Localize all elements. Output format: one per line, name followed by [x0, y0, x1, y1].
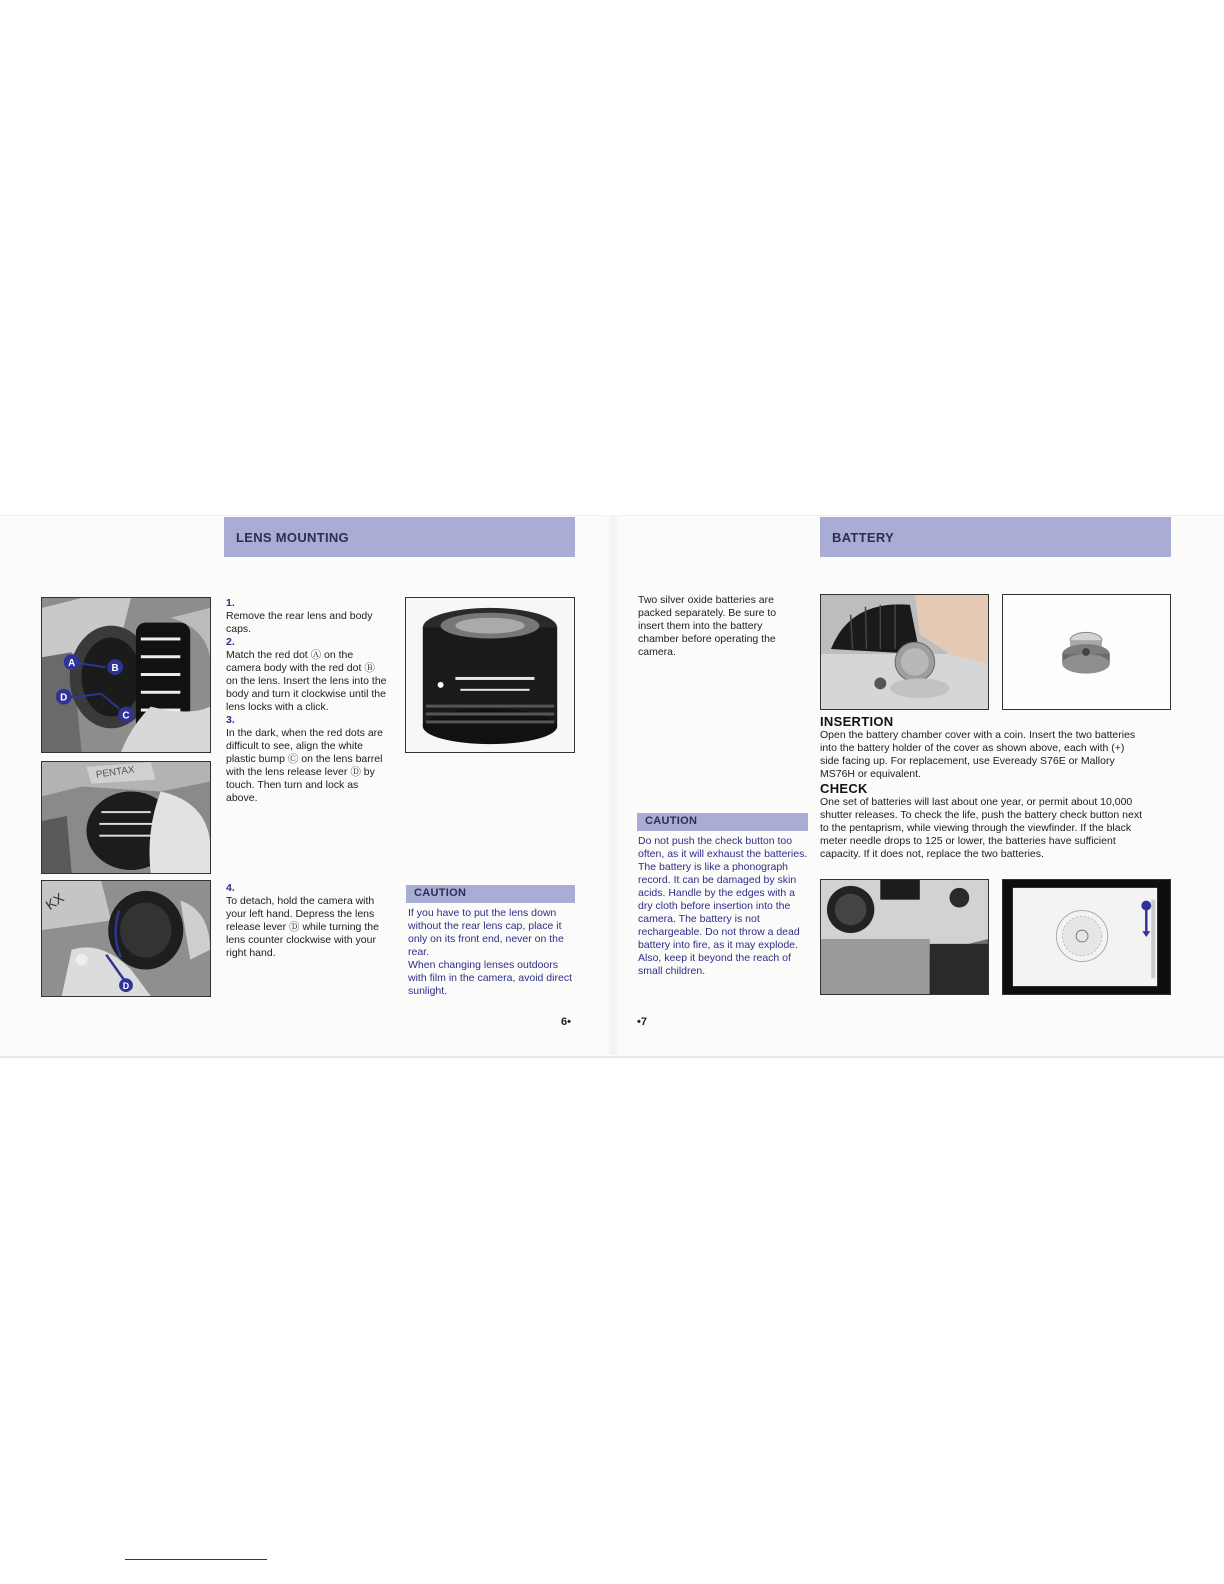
- battery-intro: Two silver oxide batteries are packed separately. Be sure to insert them into the battery chamber before operating the camera.: [638, 594, 777, 658]
- label-c: C: [122, 710, 130, 722]
- page-number-right: •7: [637, 1016, 647, 1028]
- step-1-number: 1.: [226, 597, 235, 609]
- bottom-rule: [125, 1559, 267, 1560]
- camera-brand-label: PENTAX: [95, 764, 136, 781]
- lens-mount-photo-3: [41, 880, 211, 997]
- label-a: A: [68, 658, 76, 670]
- step-3-number: 3.: [226, 714, 235, 726]
- lens-mounting-header: [224, 517, 575, 557]
- battery-header: [820, 517, 1171, 557]
- battery-caution-title: CAUTION: [645, 815, 698, 827]
- step-2-number: 2.: [226, 636, 235, 648]
- check-heading: CHECK: [820, 781, 868, 796]
- label-b: B: [111, 663, 119, 675]
- battery-caution-bar: [637, 813, 808, 831]
- page-fold: [606, 515, 620, 1055]
- step-4-number: 4.: [226, 882, 235, 894]
- page-number-left: 6•: [561, 1016, 571, 1028]
- lens-caution-text: If you have to put the lens down without the rear lens cap, place it only on its front end, never on the rear. When changing lenses outdoors with film in the camera, avoid direct sunlight.: [408, 907, 572, 997]
- lens-rear-photo: [405, 597, 575, 753]
- lens-mounting-title: LENS MOUNTING: [236, 529, 349, 545]
- lens-mount-photo-1: [41, 597, 211, 753]
- lens-step-4: [226, 882, 388, 960]
- step-3-text: In the dark, when the red dots are difficult to see, align the white plastic bump Ⓒ on the lens barrel with the lens release lever Ⓓ by touch. Then turn and lock as above.: [226, 727, 384, 804]
- lens-caution-title: CAUTION: [414, 887, 467, 899]
- step-1-text: Remove the rear lens and body caps.: [226, 610, 373, 635]
- lens-mount-photo-2: [41, 761, 211, 874]
- battery-cell-photo: [1002, 594, 1171, 710]
- insertion-heading: INSERTION: [820, 714, 894, 729]
- lens-caution-bar: [406, 885, 575, 903]
- battery-check-camera-photo: [820, 879, 989, 995]
- viewfinder-meter-photo: [1002, 879, 1171, 995]
- battery-title: BATTERY: [832, 529, 895, 545]
- step-2-text: Match the red dot Ⓐ on the camera body with the red dot Ⓑ on the lens. Insert the lens into the body and turn it clockwise until the lens locks with a click.: [226, 649, 387, 713]
- camera-model-label: KX: [43, 890, 67, 913]
- insertion-text: Open the battery chamber cover with a coin. Insert the two batteries into the battery holder of the cover as shown above, each with (+) side facing up. For replacement, use Eveready S76E or Mallory MS76H or equivalent.: [820, 729, 1136, 780]
- step-4-text: To detach, hold the camera with your left hand. Depress the lens release lever Ⓓ while turning the lens counter clockwise with your right hand.: [226, 895, 379, 959]
- check-text: One set of batteries will last about one year, or permit about 10,000 shutter releases. To check the life, push the battery check button next to the pentaprism, while viewing through the viewfinder. If the black meter needle drops to 125 or lower, the batteries have sufficient capacity. If it does not, replace the two batteries.: [820, 796, 1142, 860]
- battery-caution-text: Do not push the check button too often, as it will exhaust the batteries. The battery is like a phonograph record. It can be damaged by skin acids. Handle by the edges with a dry cloth before insertion into the camera. The battery is not rechargeable. Do not throw a dead battery into fire, as it may explode. Also, keep it beyond the reach of small children.: [638, 835, 808, 977]
- label-d-detach: D: [122, 981, 130, 992]
- battery-coin-photo: [820, 594, 989, 710]
- lens-steps-1-3: [226, 597, 388, 805]
- label-d: D: [60, 692, 68, 704]
